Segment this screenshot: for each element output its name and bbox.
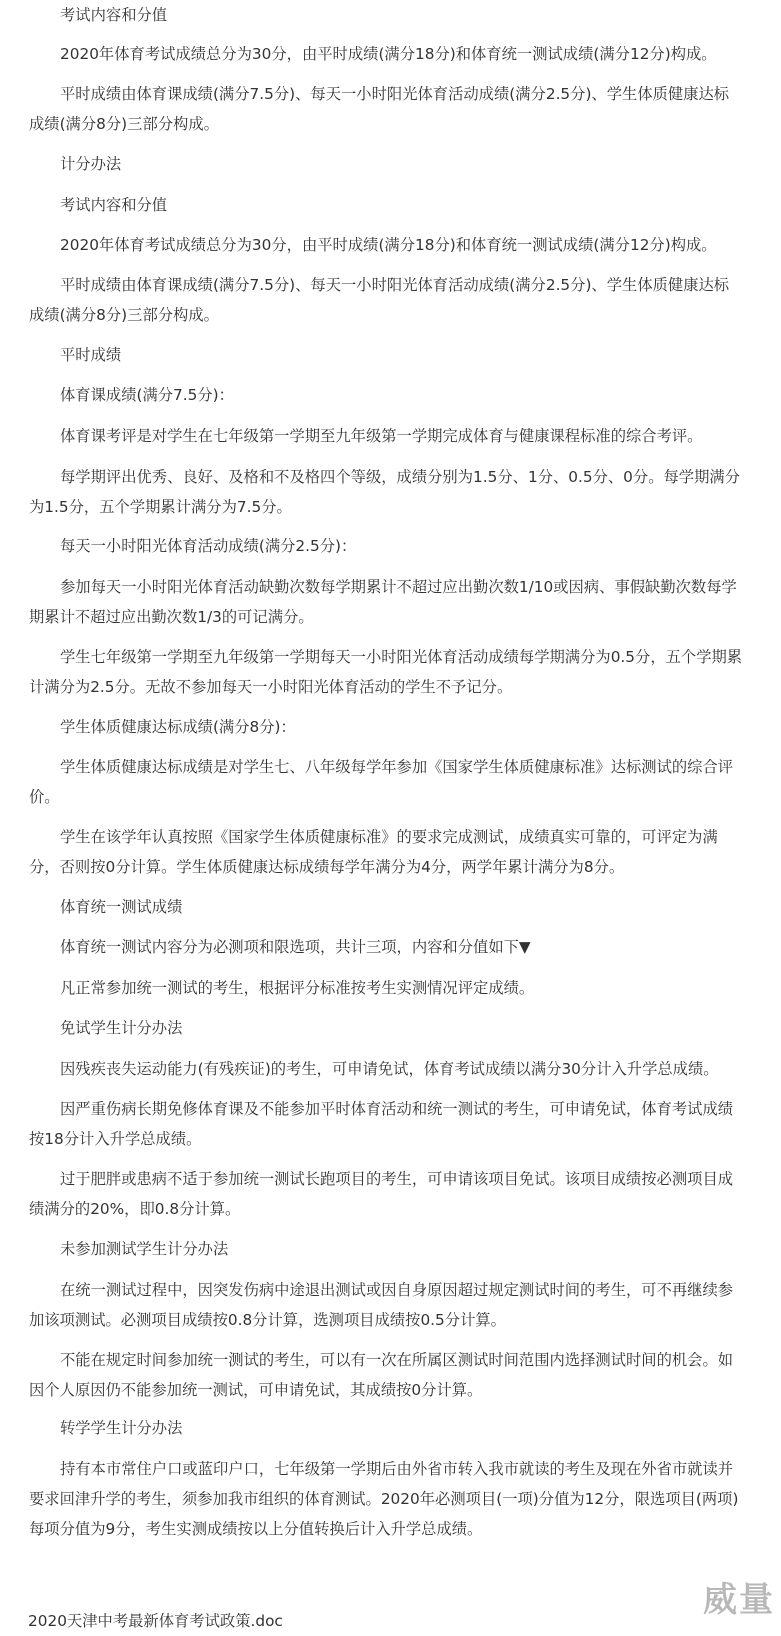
paragraph: 在统一测试过程中，因突发伤病中途退出测试或因自身原因超过规定测试时间的考生，可不再继续参加该项测试。必测项目成绩按0.8分计算，选测项目成绩按0.5分计算。 bbox=[29, 1281, 734, 1329]
paragraph: 学生在该学年认真按照《国家学生体质健康标准》的要求完成测试，成绩真实可靠的，可评定为满分，否则按0分计算。学生体质健康达标成绩每学年满分为4分，两学年累计满分为8分。 bbox=[29, 828, 718, 876]
paragraph: 参加每天一小时阳光体育活动缺勤次数每学期累计不超过应出勤次数1/10或因病、事假缺勤次数每学期累计不超过应出勤次数1/3的可记满分。 bbox=[29, 578, 737, 626]
paragraph: 体育统一测试内容分为必测项和限选项，共计三项，内容和分值如下▼ bbox=[60, 938, 531, 956]
paragraph: 因残疾丧失运动能力(有残疾证)的考生，可申请免试，体育考试成绩以满分30分计入升学总成绩。 bbox=[60, 1060, 719, 1078]
paragraph: 因严重伤病长期免修体育课及不能参加平时体育活动和统一测试的考生，可申请免试，体育考试成绩按18分计入升学总成绩。 bbox=[29, 1100, 734, 1148]
section-heading: 体育课成绩(满分7.5分)： bbox=[60, 386, 234, 404]
section-heading: 计分办法 bbox=[60, 155, 122, 173]
section-heading: 平时成绩 bbox=[60, 346, 122, 364]
paragraph: 学生体质健康达标成绩是对学生七、八年级每学年参加《国家学生体质健康标准》达标测试的综合评价。 bbox=[29, 758, 734, 806]
paragraph: 平时成绩由体育课成绩(满分7.5分)、每天一小时阳光体育活动成绩(满分2.5分)、学生体质健康达标成绩(满分8分)三部分构成。 bbox=[29, 85, 730, 133]
section-heading: 免试学生计分办法 bbox=[60, 1019, 183, 1037]
paragraph: 持有本市常住户口或蓝印户口，七年级第一学期后由外省市转入我市就读的考生及现在外省市就读并要求回津升学的考生，须参加我市组织的体育测试。2020年必测项目(一项)分值为12分，限选项目(两项)每项分值为9分，考生实测成绩按以上分值转换后计入升学总成绩。 bbox=[29, 1460, 739, 1538]
section-heading: 未参加测试学生计分办法 bbox=[60, 1240, 229, 1258]
section-heading: 考试内容和分值 bbox=[60, 6, 168, 24]
document-filename-link[interactable]: 2020天津中考最新体育考试政策.doc bbox=[28, 1612, 283, 1630]
paragraph: 每学期评出优秀、良好、及格和不及格四个等级，成绩分别为1.5分、1分、0.5分、0分。每学期满分为1.5分，五个学期累计满分为7.5分。 bbox=[29, 468, 740, 516]
paragraph: 平时成绩由体育课成绩(满分7.5分)、每天一小时阳光体育活动成绩(满分2.5分)、学生体质健康达标成绩(满分8分)三部分构成。 bbox=[29, 276, 730, 324]
section-heading: 转学学生计分办法 bbox=[60, 1419, 183, 1437]
paragraph: 体育课考评是对学生在七年级第一学期至九年级第一学期完成体育与健康课程标准的综合考评。 bbox=[60, 427, 703, 445]
paragraph: 凡正常参加统一测试的考生，根据评分标准按考生实测情况评定成绩。 bbox=[60, 979, 535, 997]
paragraph: 学生七年级第一学期至九年级第一学期每天一小时阳光体育活动成绩每学期满分为0.5分，五个学期累计满分为2.5分。无故不参加每天一小时阳光体育活动的学生不予记分。 bbox=[29, 648, 743, 696]
paragraph: 不能在规定时间参加统一测试的考生，可以有一次在所属区测试时间范围内选择测试时间的机会。如因个人原因仍不能参加统一测试，可申请免试，其成绩按0分计算。 bbox=[29, 1351, 734, 1399]
section-heading: 每天一小时阳光体育活动成绩(满分2.5分)： bbox=[60, 537, 357, 555]
section-heading: 学生体质健康达标成绩(满分8分)： bbox=[60, 718, 296, 736]
paragraph: 2020年体育考试成绩总分为30分，由平时成绩(满分18分)和体育统一测试成绩(满分12分)构成。 bbox=[60, 45, 717, 63]
paragraph: 过于肥胖或患病不适于参加统一测试长跑项目的考生，可申请该项目免试。该项目成绩按必测项目成绩满分的20%，即0.8分计算。 bbox=[29, 1170, 734, 1218]
paragraph: 2020年体育考试成绩总分为30分，由平时成绩(满分18分)和体育统一测试成绩(满分12分)构成。 bbox=[60, 236, 717, 254]
section-heading: 考试内容和分值 bbox=[60, 196, 168, 214]
watermark-logo: 威量 bbox=[703, 1579, 775, 1620]
section-heading: 体育统一测试成绩 bbox=[60, 898, 183, 916]
